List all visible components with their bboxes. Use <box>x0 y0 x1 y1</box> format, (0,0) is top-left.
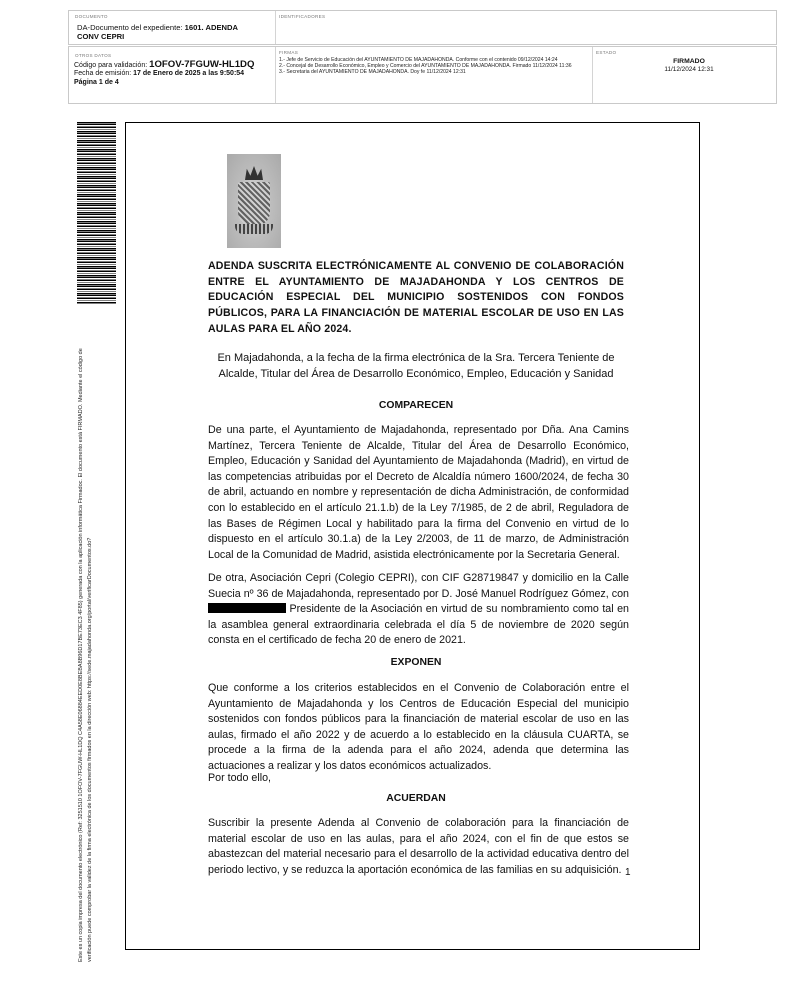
estado-caption: ESTADO <box>596 50 617 55</box>
fecha-value: 17 de Enero de 2025 a las 9:50:54 <box>133 70 245 78</box>
comparecen-heading: COMPARECEN <box>378 400 454 411</box>
pagina-indicator: Página 1 de 4 <box>74 78 119 86</box>
validation-info <box>74 61 274 87</box>
firma-item: 1.- Jefe de Servicio de Educación del AYUNTAMIENTO DE MAJADAHONDA. Conforme con el contenido 09/12/2024 14:24 <box>279 57 558 63</box>
identificadores-caption: IDENTIFICADORES <box>279 14 326 19</box>
otros-datos-caption: OTROS DATOS <box>75 53 112 58</box>
municipal-coat-of-arms-icon <box>227 154 281 248</box>
documento-bold: 1601. ADENDA <box>184 23 238 32</box>
fecha-label: Fecha de emisión: <box>74 70 134 78</box>
side-text-line1: Este es un copia impresa del documento electrónico (Ref: 3251510 1OFOV-7FGUW-HL1DQ C4A58E06884EED0E8BEBA8B96D17BE73EC3 4F85) generada con la aplicación informática Firmadoc. El documento está FIRMADO. Mediante el código de <box>78 348 84 962</box>
estado-block <box>609 58 769 73</box>
comparecen-paragraph-1: De una parte, el Ayuntamiento de Majadahonda, representado por Dña. Ana Camins Martínez, Tercera Teniente de Alcalde, Titular del Área de Desarrollo Económico, Empleo, Educación y Sanidad del Ayuntamiento de Majadahonda (Madrid), en virtud de las competencias atribuidas por el Decreto de Alcaldía número 1600/2024, de fecha 30 de abril, actuando en nombre y representación de dicha Administración, de conformidad con lo establecido en el artículo 21.1.b) de la Ley 7/1985, de 2 de abril, Reguladora de las Bases de Régimen Local y habilitado para la firma del Convenio en virtud de lo dispuesto en el artículo 30.1.a) de la Ley 2/2003, de 11 de marzo, de Administración Local de la Comunidad de Madrid, asistida electrónicamente por la Secretaria General. <box>208 424 629 561</box>
shield-icon <box>238 182 270 226</box>
codigo-value[interactable]: 1OFOV-7FGUW-HL1DQ <box>149 59 255 70</box>
document-page <box>125 122 700 950</box>
place-and-date: En Majadahonda, a la fecha de la firma electrónica de la Sra. Tercera Teniente de Alcalde, Titular del Área de Desarrollo Económico, Empleo, Educación y Sanidad <box>217 352 615 380</box>
firmas-list <box>279 57 599 76</box>
documento-value <box>77 23 277 42</box>
documento-caption: DOCUMENTO <box>75 14 108 19</box>
estado-date: 11/12/2024 12:31 <box>664 65 714 73</box>
side-text-line2: verificación puede comprobar la validez de la firma electrónica de los documentos firmados en la dirección web: https://sede.majadahonda.org/portal/verificarDocumentos.do? <box>87 537 94 962</box>
header-identification-box <box>68 10 777 45</box>
documento-prefix: DA-Documento del expediente: <box>77 23 185 32</box>
acuerdan-heading: ACUERDAN <box>386 793 446 804</box>
comparecen-paragraph-2 <box>208 571 629 649</box>
comparecen-p2-end: Presidente de la Asociación en virtud de su nombramiento como tal en la asamblea general extraordinaria celebrada el día 5 de noviembre de 2020 según consta en el certificado de fecha 20 de enero de 2021. <box>208 603 629 647</box>
header-signature-box <box>68 46 777 104</box>
documento-line2: CONV CEPRI <box>77 32 125 42</box>
document-title: ADENDA SUSCRITA ELECTRÓNICAMENTE AL CONVENIO DE COLABORACIÓN ENTRE EL AYUNTAMIENTO DE MAJADAHONDA Y LOS CENTROS DE EDUCACIÓN ESPECIAL DEL MUNICIPIO SOSTENIDOS CON FONDOS PÚBLICOS, PARA LA FINANCIACIÓN DE MATERIAL ESCOLAR DE USO EN LAS AULAS PARA EL AÑO 2024. <box>208 260 624 335</box>
estado-value: FIRMADO <box>673 58 705 65</box>
firma-item: 2.- Concejal de Desarrollo Económico, Empleo y Comercio del AYUNTAMIENTO DE MAJADAHONDA. Firmado 11/12/2024 11:36 <box>279 63 572 70</box>
codigo-label: Código para validación: <box>74 62 150 69</box>
por-todo-ello: Por todo ello, <box>208 772 271 784</box>
crown-icon <box>245 166 263 180</box>
redaction-bar <box>208 603 286 613</box>
verification-side-text <box>77 300 95 962</box>
header-divider <box>275 47 276 103</box>
barcode-graphic <box>77 122 116 304</box>
seal-base-icon <box>235 224 273 234</box>
exponen-paragraph: Que conforme a los criterios establecidos en el Convenio de Colaboración entre el Ayuntamiento de Majadahonda y los Centros de Educación Especial del municipio sostenidos con fondos públicos para la financiación de material escolar de uso en las aulas, firmado el año 2022 y de acuerdo a lo establecido en la cláusula CUARTA, se procede a la firma de la adenda para el año 2024, adenda que determina las actuaciones a realizar y los datos económicos actualizados. <box>208 682 629 772</box>
firmas-caption: FIRMAS <box>279 50 299 55</box>
exponen-heading: EXPONEN <box>390 657 442 668</box>
acuerdan-paragraph: Suscribir la presente Adenda al Convenio de colaboración para la financiación de material escolar de uso en las aulas, para el año 2024, con el fin de que estos se abastezcan del material necesario para el desarrollo de la actividad educativa dentro del periodo lectivo, y se reduzca la aportación económica de las familias en su adquisición. <box>208 817 629 876</box>
comparecen-p2-start: De otra, Asociación Cepri (Colegio CEPRI), con CIF G28719847 y domicilio en la Calle Suecia nº 36 de Majadahonda, representado por D. José Manuel Rodríguez Gómez, con <box>208 572 629 600</box>
firma-item: 3.- Secretaria del AYUNTAMIENTO DE MAJADAHONDA. Doy fe 11/12/2024 12:31 <box>279 69 466 76</box>
page-number: 1 <box>625 867 631 878</box>
